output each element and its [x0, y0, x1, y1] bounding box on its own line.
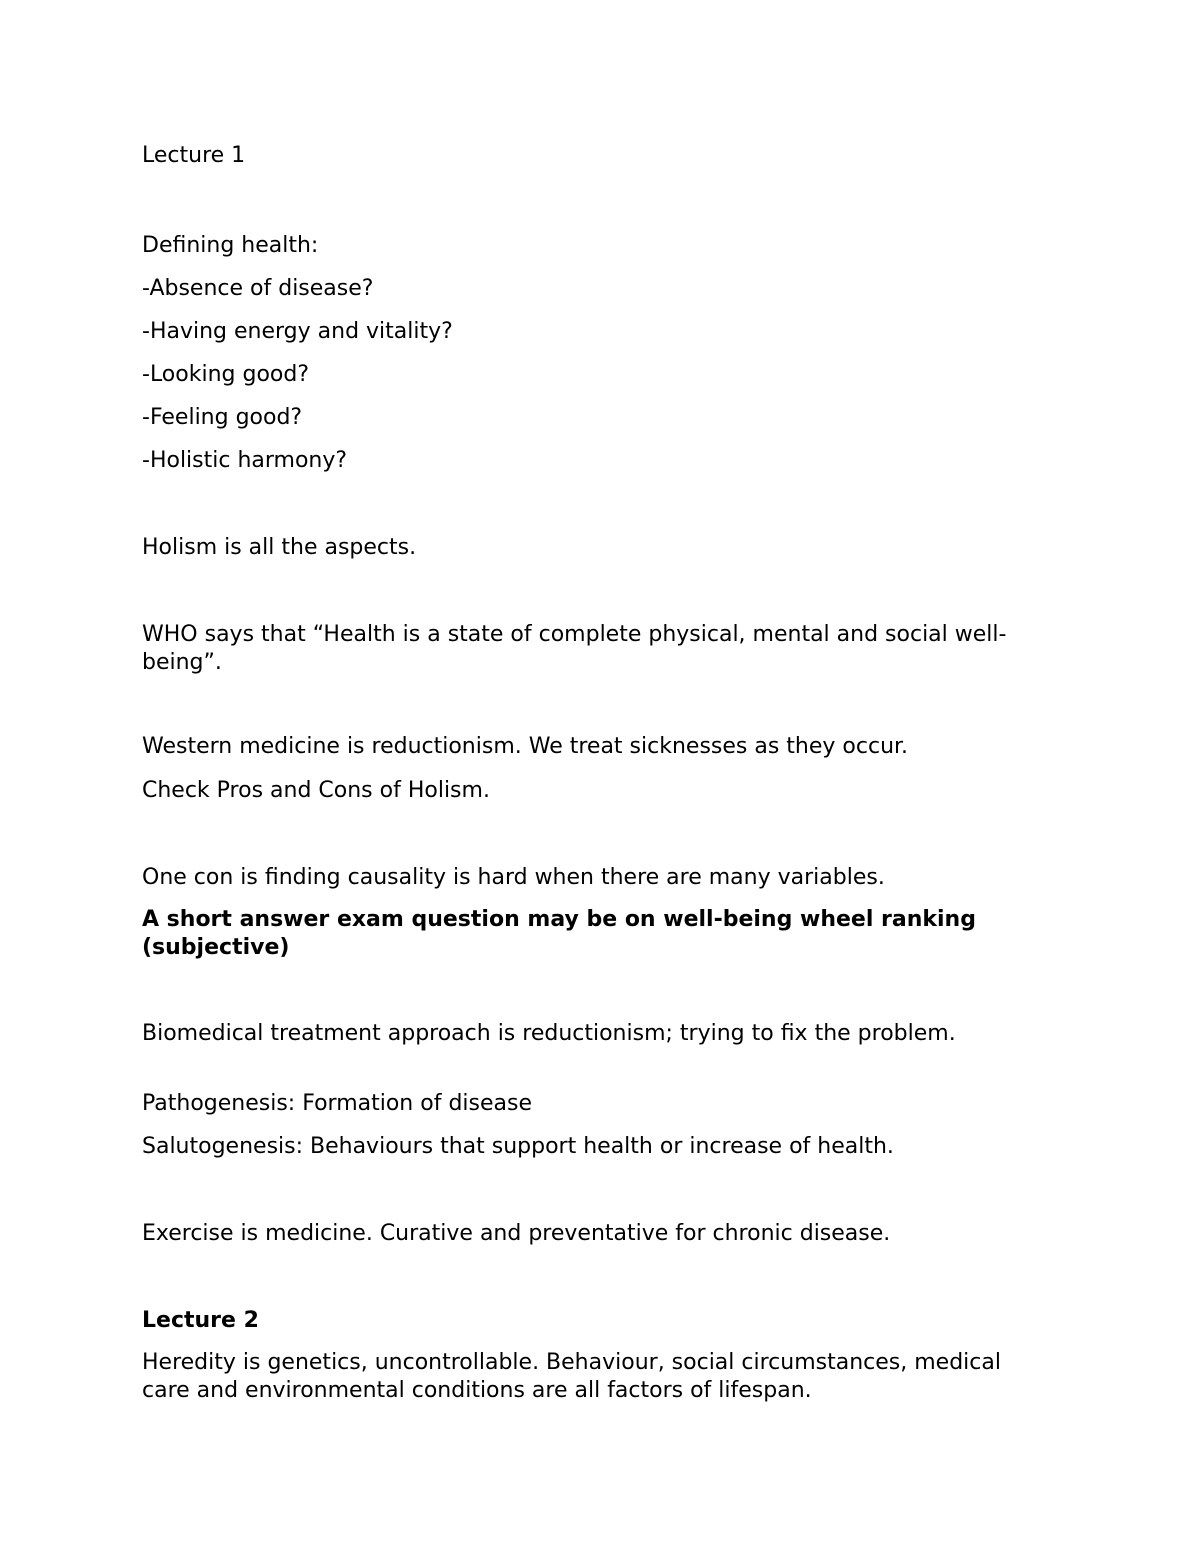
heredity-paragraph: Heredity is genetics, uncontrollable. Behaviour, social circumstances, medical care and environmental conditions are all factors of lifespan. [142, 1350, 1008, 1403]
check-pros-cons-paragraph: Check Pros and Cons of Holism. [142, 778, 490, 803]
lecture-1-heading: Lecture 1 [142, 143, 246, 168]
list-item: -Holistic harmony? [142, 448, 348, 473]
salutogenesis-paragraph: Salutogenesis: Behaviours that support health or increase of health. [142, 1134, 894, 1159]
list-item: -Absence of disease? [142, 276, 374, 301]
list-item: -Feeling good? [142, 405, 303, 430]
western-medicine-paragraph: Western medicine is reductionism. We treat sicknesses as they occur. [142, 734, 909, 759]
exercise-paragraph: Exercise is medicine. Curative and preventative for chronic disease. [142, 1221, 891, 1246]
list-item: -Looking good? [142, 362, 310, 387]
list-item: -Having energy and vitality? [142, 319, 453, 344]
lecture-2-heading: Lecture 2 [142, 1308, 259, 1333]
pathogenesis-paragraph: Pathogenesis: Formation of disease [142, 1091, 532, 1116]
biomedical-paragraph: Biomedical treatment approach is reductionism; trying to fix the problem. [142, 1021, 956, 1046]
one-con-paragraph: One con is finding causality is hard when there are many variables. [142, 865, 885, 890]
defining-health-heading: Defining health: [142, 233, 319, 258]
who-quote-paragraph: WHO says that “Health is a state of complete physical, mental and social well-being”. [142, 622, 1007, 675]
holism-paragraph: Holism is all the aspects. [142, 535, 417, 560]
exam-note-paragraph: A short answer exam question may be on well-being wheel ranking (subjective) [142, 907, 984, 960]
